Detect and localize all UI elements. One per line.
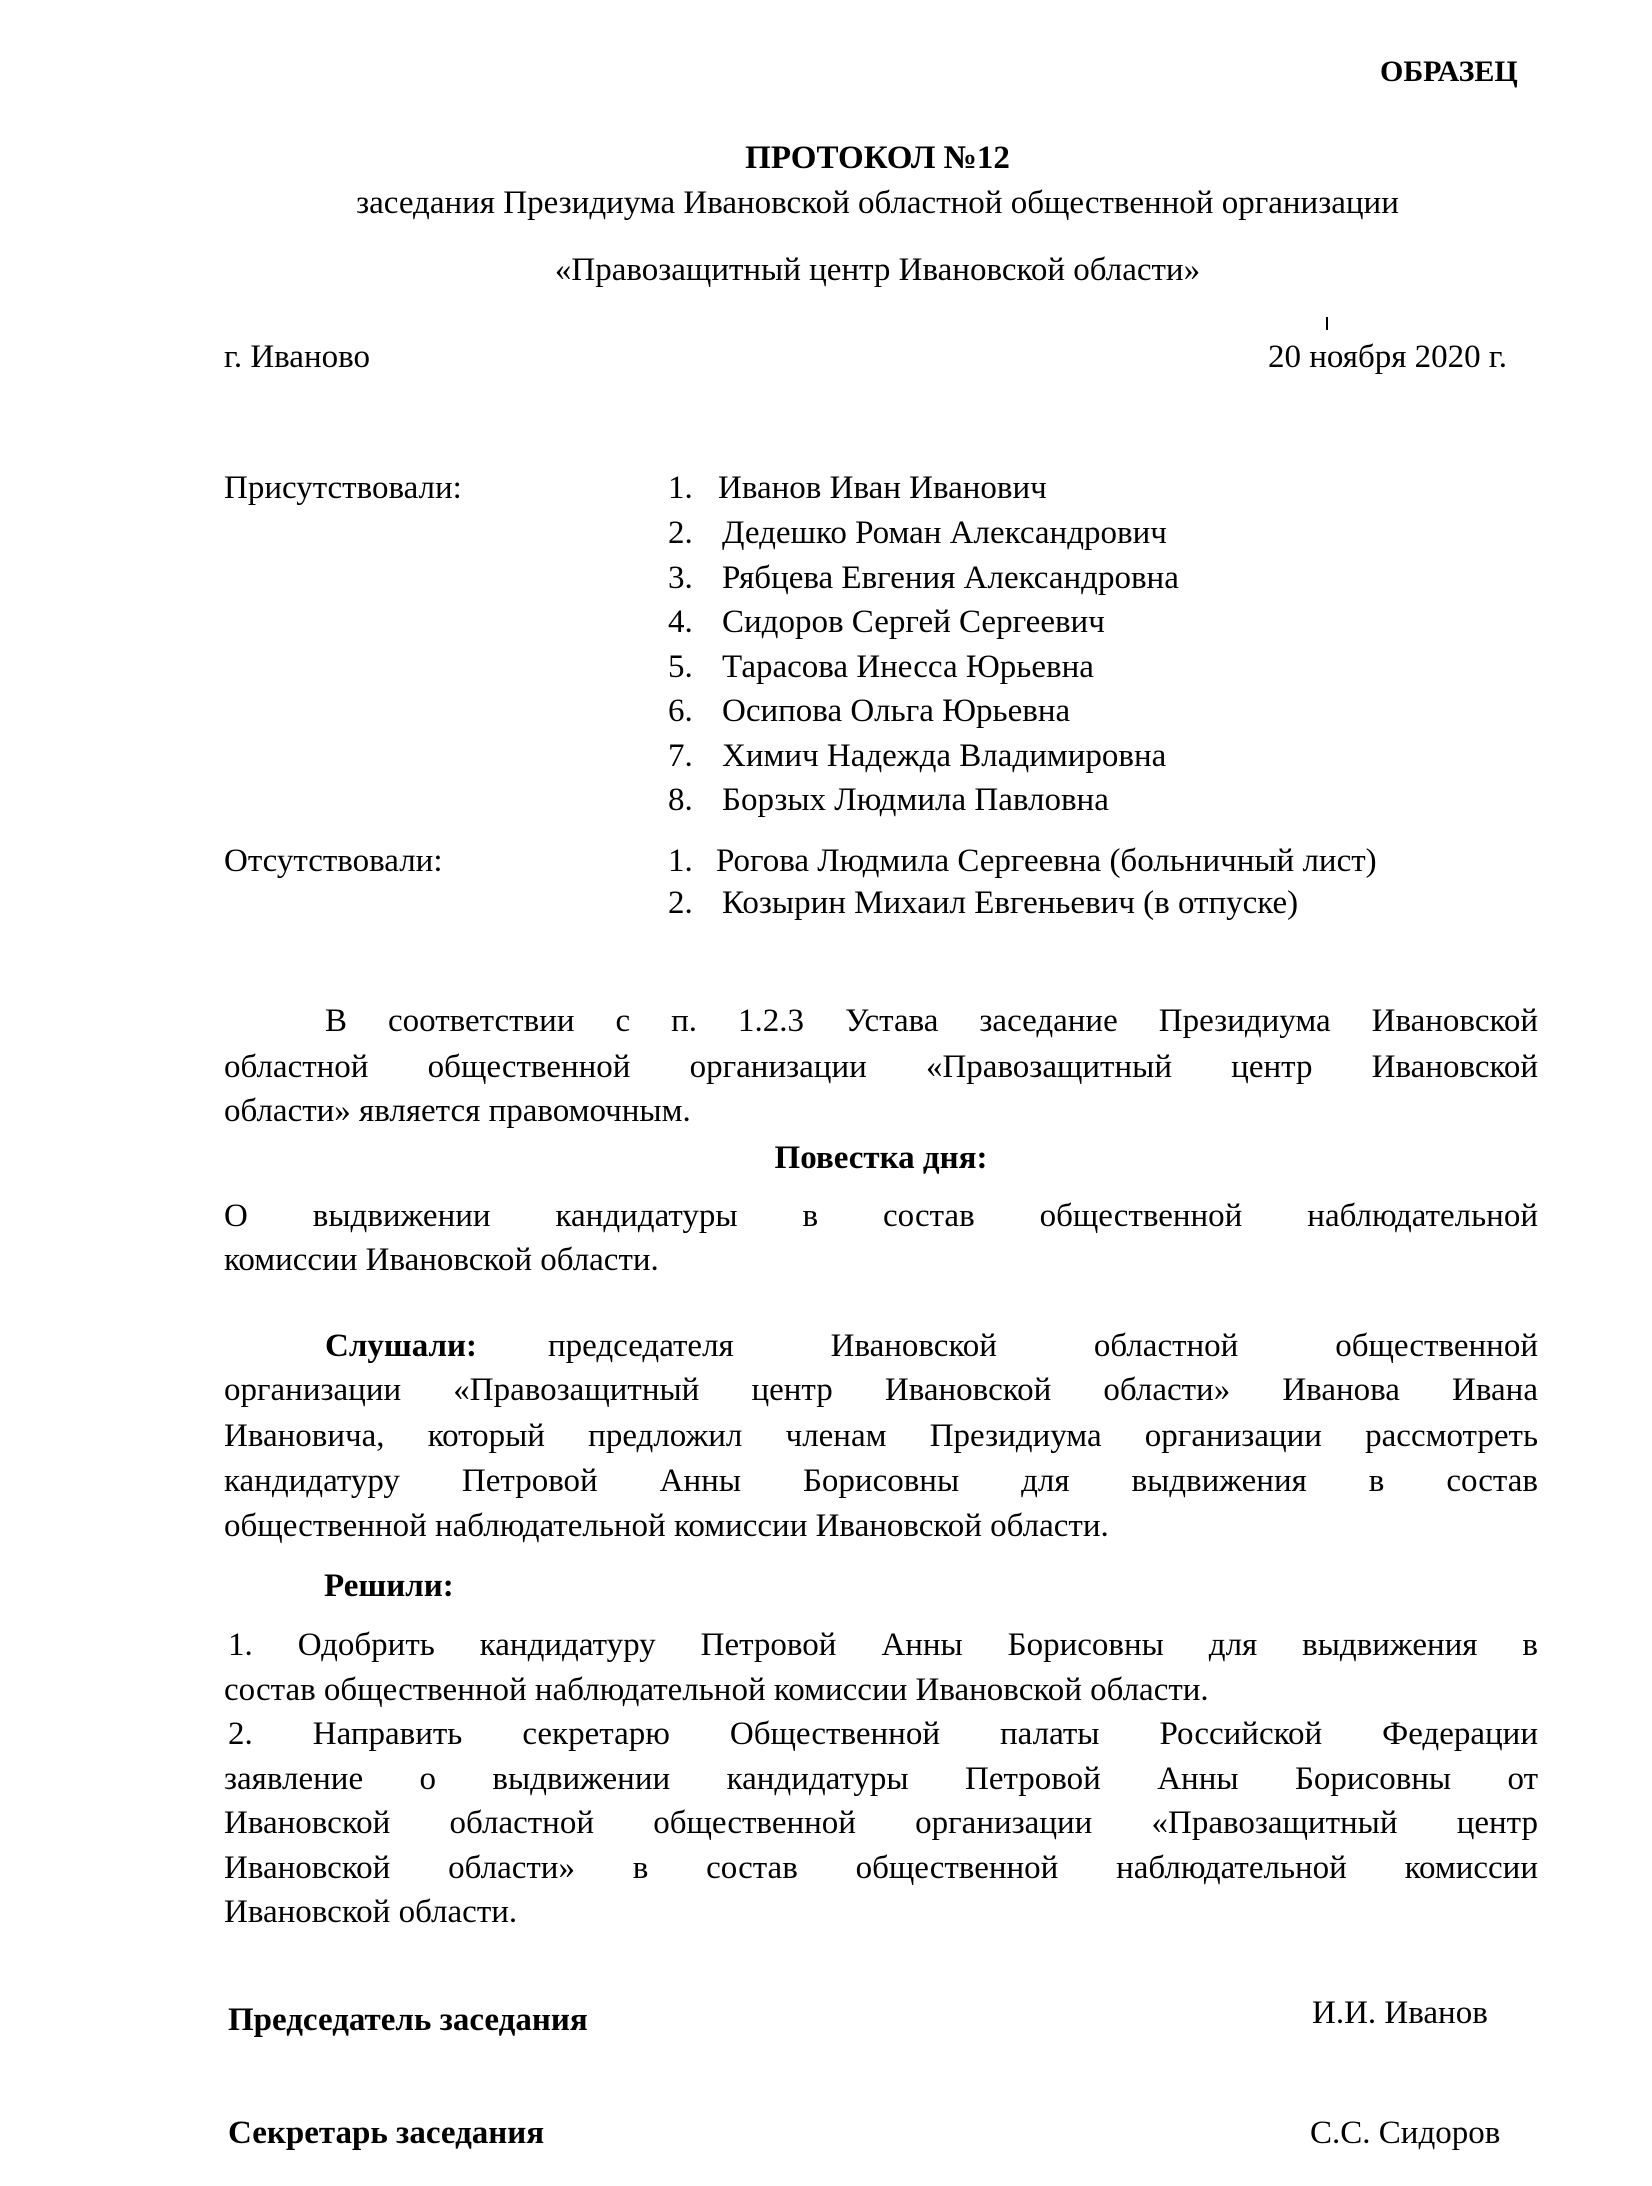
present-name: Дедешко Роман Александрович (722, 515, 1167, 551)
present-label: Присутствовали: (224, 470, 462, 506)
present-num: 7. (668, 738, 693, 774)
margin-tick-mark (1326, 317, 1328, 330)
absent-num: 2. (668, 885, 693, 921)
decision-line: Ивановской областной общественной организации «Правозащитный центр (224, 1805, 1538, 1841)
present-name: Сидоров Сергей Сергеевич (722, 604, 1105, 640)
decision-line: заявление о выдвижении кандидатуры Петровой Анны Борисовны от (224, 1761, 1538, 1797)
secretary-role: Секретарь заседания (228, 2115, 545, 2151)
paragraph-line: Ивановича, который предложил членам Президиума организации рассмотреть (224, 1418, 1538, 1454)
agenda-heading: Повестка дня: (774, 1140, 988, 1176)
document-title: ПРОТОКОЛ №12 (745, 140, 1010, 176)
present-name: Борзых Людмила Павловна (722, 782, 1109, 818)
absent-num: 1. (668, 843, 693, 879)
present-num: 5. (668, 649, 693, 685)
decided-label: Решили: (324, 1568, 454, 1604)
present-num: 6. (668, 693, 693, 729)
present-num: 4. (668, 604, 693, 640)
meeting-date: 20 ноября 2020 г. (1268, 339, 1507, 375)
absent-label: Отсутствовали: (224, 843, 443, 879)
decision-line: Ивановской области» в состав общественной наблюдательной комиссии (224, 1850, 1538, 1886)
paragraph-line: комиссии Ивановской области. (224, 1242, 659, 1278)
paragraph-line: организации «Правозащитный центр Ивановской области» Иванова Ивана (224, 1372, 1538, 1408)
paragraph-line: председателя Ивановской областной общественной (548, 1328, 1538, 1364)
chair-role: Председатель заседания (228, 2002, 588, 2038)
present-name: Рябцева Евгения Александровна (722, 560, 1179, 596)
paragraph-line: В соответствии с п. 1.2.3 Устава заседание Президиума Ивановской (325, 1003, 1538, 1039)
decision-line: 2. Направить секретарю Общественной палаты Российской Федерации (228, 1716, 1538, 1752)
heard-label: Слушали: (325, 1328, 478, 1364)
place: г. Иваново (224, 339, 370, 375)
decision-line: 1. Одобрить кандидатуру Петровой Анны Борисовны для выдвижения в (228, 1627, 1538, 1663)
document-subtitle-line2: «Правозащитный центр Ивановской области» (554, 252, 1201, 288)
paragraph-line: общественной наблюдательной комиссии Ивановской области. (224, 1508, 1109, 1544)
paragraph-line: О выдвижении кандидатуры в состав общественной наблюдательной (224, 1198, 1538, 1234)
paragraph-line: областной общественной организации «Правозащитный центр Ивановской (224, 1049, 1538, 1085)
present-num: 2. (668, 515, 693, 551)
sample-stamp: ОБРАЗЕЦ (1380, 55, 1518, 88)
decision-line: состав общественной наблюдательной комиссии Ивановской области. (224, 1672, 1209, 1708)
secretary-name: С.С. Сидоров (1310, 2115, 1501, 2151)
present-name: Химич Надежда Владимировна (722, 738, 1167, 774)
present-num: 1. (668, 470, 693, 506)
document-subtitle-line1: заседания Президиума Ивановской областной общественной организации (356, 185, 1399, 221)
present-num: 8. (668, 782, 693, 818)
present-name: Иванов Иван Иванович (718, 470, 1047, 506)
present-name: Тарасова Инесса Юрьевна (722, 649, 1094, 685)
chair-name: И.И. Иванов (1312, 1995, 1488, 2031)
absent-name: Рогова Людмила Сергеевна (больничный лист) (716, 843, 1377, 879)
absent-name: Козырин Михаил Евгеньевич (в отпуске) (722, 885, 1299, 921)
present-num: 3. (668, 560, 693, 596)
present-name: Осипова Ольга Юрьевна (722, 693, 1071, 729)
decision-line: Ивановской области. (224, 1894, 518, 1930)
paragraph-line: области» является правомочным. (224, 1093, 691, 1129)
paragraph-line: кандидатуру Петровой Анны Борисовны для выдвижения в состав (224, 1463, 1538, 1499)
